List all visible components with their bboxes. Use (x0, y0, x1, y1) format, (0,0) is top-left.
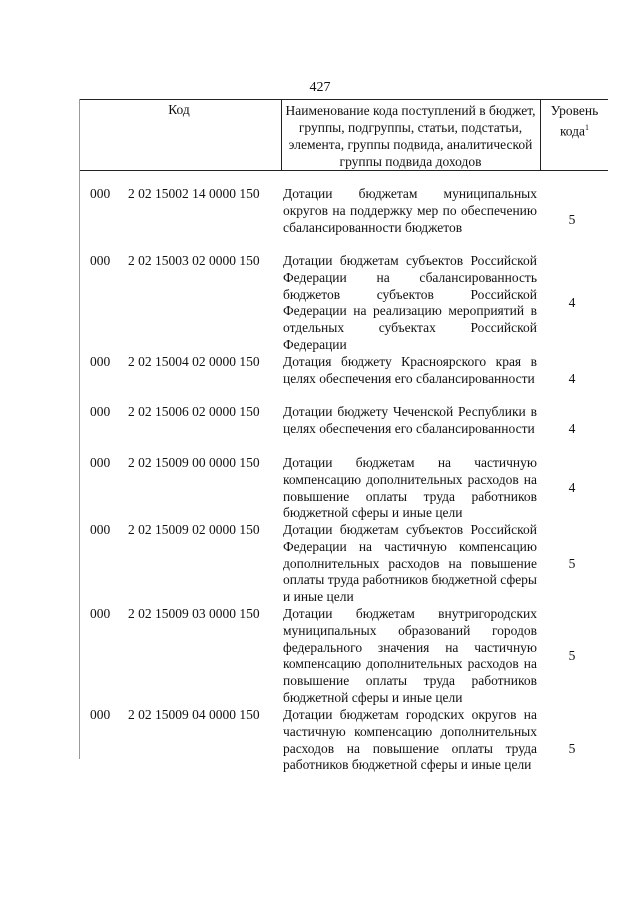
header-level-label: Уровень кода (550, 103, 599, 139)
income-description: Дотации бюджету Чеченской Республики в целях обеспечения его сбалансированности (283, 404, 537, 436)
income-code: 2 02 15009 02 0000 150 (128, 522, 260, 537)
admin-code: 000 (90, 354, 111, 369)
income-code: 2 02 15003 02 0000 150 (128, 253, 260, 268)
income-description: Дотации бюджетам внутригородских муниципальных образований городов федерального значения на частичную компенсацию дополнительных расходов на повышение оплаты труда работников бюджетной сферы и иные цели (283, 606, 537, 705)
admin-code: 000 (90, 186, 111, 201)
admin-code: 000 (90, 707, 111, 722)
admin-code: 000 (90, 404, 111, 419)
table-left-border (79, 99, 80, 759)
code-level: 4 (568, 371, 576, 386)
income-code: 2 02 15004 02 0000 150 (128, 354, 260, 369)
income-code: 2 02 15009 04 0000 150 (128, 707, 260, 722)
income-description: Дотации бюджетам муниципальных округов на поддержку мер по обеспечению сбалансированности бюджетов (283, 186, 537, 235)
income-description: Дотации бюджетам на частичную компенсацию дополнительных расходов на повышение оплаты труда работников бюджетной сферы и иные цели (283, 455, 537, 521)
income-description: Дотации бюджетам субъектов Российской Федерации на частичную компенсацию дополнительных расходов на повышение оплаты труда работников бюджетной сферы и иные цели (283, 522, 537, 605)
admin-code: 000 (90, 606, 111, 621)
table-header (79, 99, 608, 171)
header-level (541, 102, 608, 140)
income-description: Дотация бюджету Красноярского края в целях обеспечения его сбалансированности (283, 354, 537, 386)
income-description: Дотации бюджетам субъектов Российской Федерации на сбалансированность бюджетов субъектов Российской Федерации на реализацию мероприятий в отдельных субъектах Российской Федерации (283, 253, 537, 352)
income-code: 2 02 15009 00 0000 150 (128, 455, 260, 470)
header-name: Наименование кода поступлений в бюджет, группы, подгруппы, статьи, подстатьи, элемента, группы подвида, аналитической группы подвида доходов (285, 103, 536, 169)
code-level: 4 (568, 480, 576, 495)
code-level: 5 (568, 212, 576, 227)
admin-code: 000 (90, 253, 111, 268)
code-level: 5 (568, 556, 576, 571)
code-level: 4 (568, 421, 576, 436)
header-level-footnote: 1 (585, 123, 590, 132)
code-level: 5 (568, 648, 576, 663)
income-description: Дотации бюджетам городских округов на частичную компенсацию дополнительных расходов на повышение оплаты труда работников бюджетной сферы и иные цели (283, 707, 537, 773)
income-code: 2 02 15006 02 0000 150 (128, 404, 260, 419)
income-code: 2 02 15002 14 0000 150 (128, 186, 260, 201)
page-number: 427 (309, 80, 331, 95)
code-level: 5 (568, 741, 576, 756)
admin-code: 000 (90, 455, 111, 470)
income-code: 2 02 15009 03 0000 150 (128, 606, 260, 621)
admin-code: 000 (90, 522, 111, 537)
header-code: Код (168, 102, 190, 117)
code-level: 4 (568, 295, 576, 310)
